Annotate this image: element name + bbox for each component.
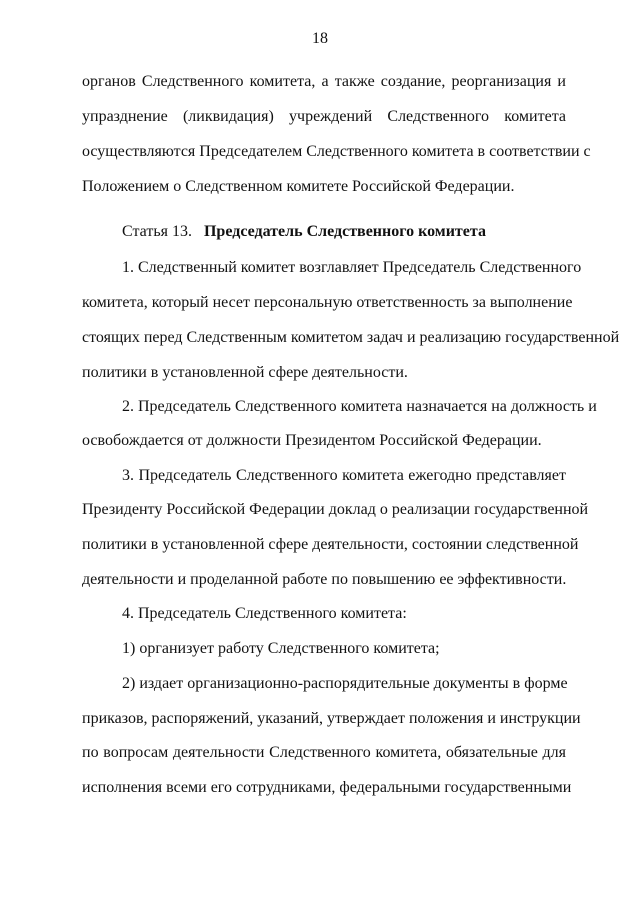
text-line: 1. Следственный комитет возглавляет Председатель Следственного [122, 259, 582, 276]
text-line: исполнения всеми его сотрудниками, федеральными государственными [82, 779, 572, 796]
text-line: приказов, распоряжений, указаний, утверждает положения и инструкции [82, 710, 581, 727]
text-line: стоящих перед Следственным комитетом задач и реализацию государственной [82, 329, 620, 346]
text-line: освобождается от должности Президентом Российской Федерации. [82, 432, 542, 449]
article-label: Статья 13. [122, 223, 192, 240]
text-line: по вопросам деятельности Следственного комитета, обязательные для [82, 744, 566, 761]
text-line: 2) издает организационно-распорядительные документы в форме [122, 675, 568, 692]
page-number: 18 [312, 30, 328, 47]
text-line: 4. Председатель Следственного комитета: [122, 605, 407, 622]
text-line: политики в установленной сфере деятельности. [82, 364, 408, 381]
text-line: осуществляются Председателем Следственного комитета в соответствии с [82, 143, 591, 160]
text-line: 1) организует работу Следственного комитета; [122, 640, 440, 657]
text-line: 2. Председатель Следственного комитета назначается на должность и [122, 398, 597, 415]
text-line: политики в установленной сфере деятельности, состоянии следственной [82, 536, 579, 553]
article-title: Председатель Следственного комитета [203, 223, 486, 240]
text-line: Положением о Следственном комитете Российской Федерации. [82, 178, 515, 195]
text-line: Президенту Российской Федерации доклад о реализации государственной [82, 501, 589, 518]
text-line: органов Следственного комитета, а также создание, реорганизация и [82, 73, 566, 90]
text-line: деятельности и проделанной работе по повышению ее эффективности. [82, 571, 567, 588]
text-line: комитета, который несет персональную ответственность за выполнение [82, 294, 573, 311]
text-line: упразднение (ликвидация) учреждений Следственного комитета [82, 108, 566, 125]
text-line: 3. Председатель Следственного комитета ежегодно представляет [122, 467, 566, 484]
article-heading [122, 222, 486, 242]
